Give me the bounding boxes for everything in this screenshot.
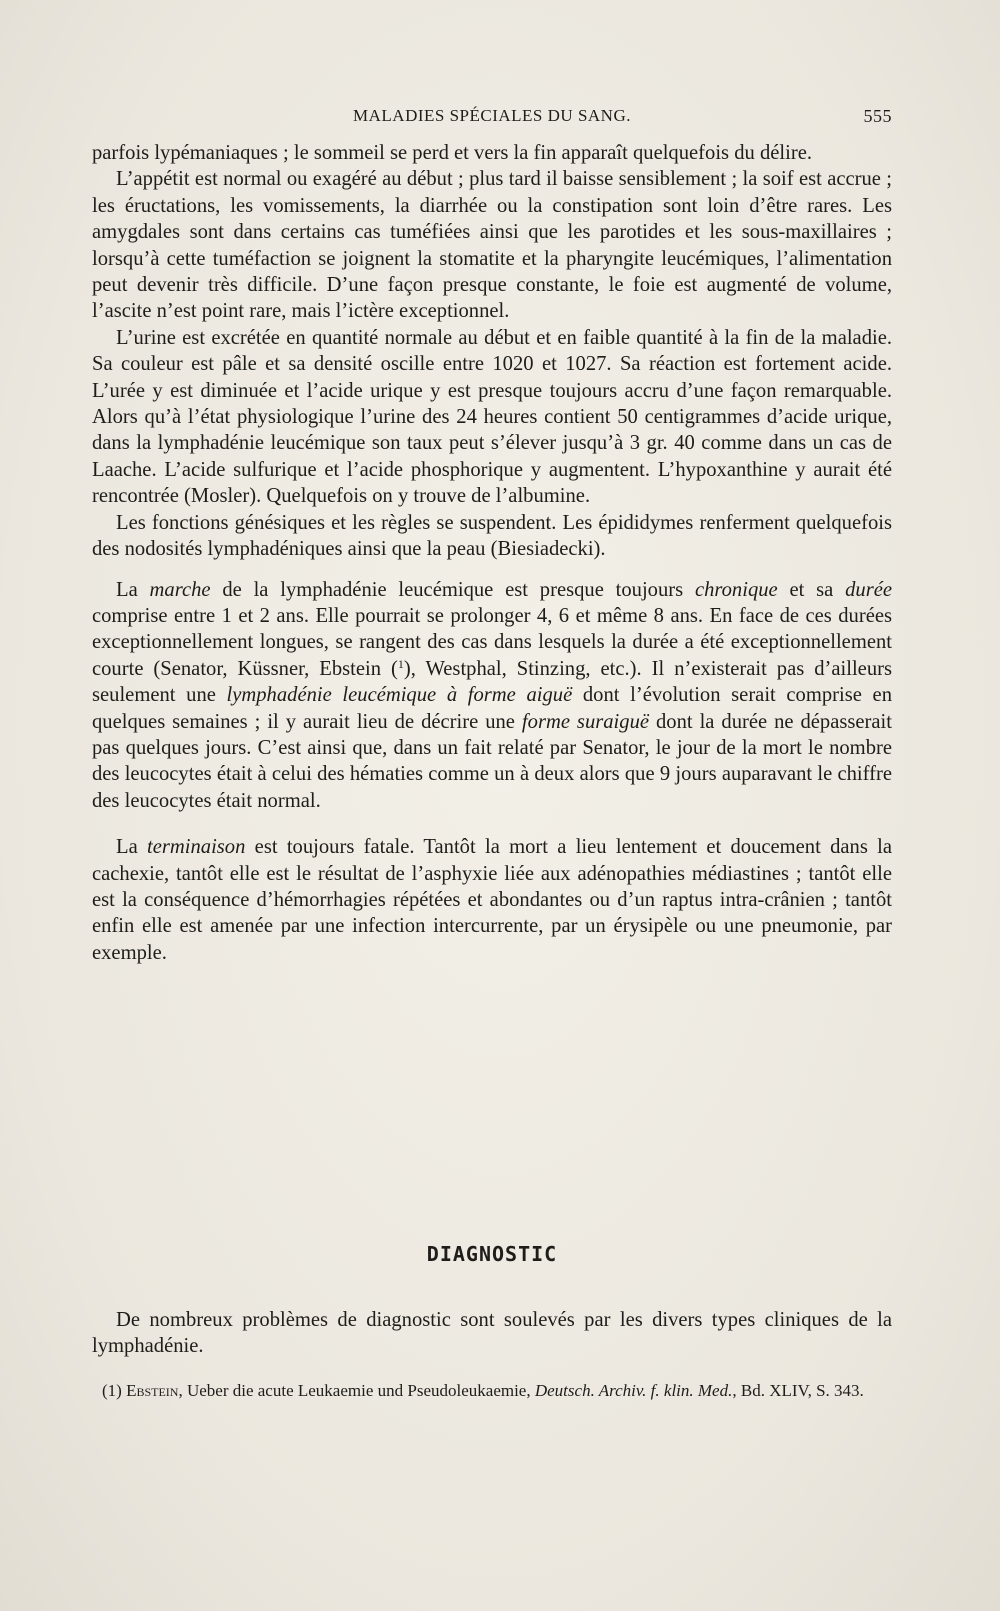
paragraph-genesic-functions: Les fonctions génésiques et les règles se suspendent. Les épididymes renferment quelquefois des nodosités lymphadéniques ainsi que la peau (Biesiadecki). — [92, 511, 892, 561]
italic-term: forme suraiguë — [521, 710, 650, 733]
running-head — [92, 106, 892, 132]
running-title: MALADIES SPÉCIALES DU SANG. — [353, 106, 631, 125]
italic-term: terminaison — [147, 836, 246, 859]
text-run: et sa — [777, 578, 846, 601]
italic-term: durée — [845, 578, 892, 601]
text-run: est toujours fatale. Tantôt la mort a lieu lentement et doucement dans la cachexie, tantôt elle est le résultat de l’asphyxie liée aux adénopathies médiastines ; tantôt elle est la conséquence d’hémorrhagies répétées et abondantes ou d’un raptus intra-crânien ; tantôt enfin elle est amenée par une infection intercurrente, par un érysipèle ou une pneumonie, par exemple. — [92, 836, 892, 964]
text-run: comprise entre 1 et 2 ans. Elle pourrait se prolonger 4, 6 et même 8 ans. En face de ces durées exceptionnellement longues, se rangent des cas dans lesquels la durée a été exceptionnellement courte (Senator, Küssner, Ebstein ( — [92, 604, 892, 680]
text-run: La — [116, 836, 147, 859]
text-run: La — [116, 578, 150, 601]
page-number: 555 — [863, 106, 892, 126]
paragraph-urine: L’urine est excrétée en quantité normale au début et en faible quantité à la fin de la maladie. Sa couleur est pâle et sa densité oscille entre 1020 et 1027. Sa réaction est fortement acide. L’urée y est diminuée et l’acide urique y est presque toujours accru d’une façon remarquable. Alors qu’à l’état physiologique l’urine des 24 heures contient 50 centigrammes d’acide urique, dans la lymphadénie leucémique son taux peut s’élever jusqu’à 3 gr. 40 comme dans un cas de Laache. L’acide sulfurique et l’acide phosphorique y augmentent. L’hypoxanthine y aurait été rencontrée (Mosler). Quelquefois on y trouve de l’albumine. — [92, 326, 892, 508]
text-run: de la lymphadénie leucémique est presque toujours — [210, 578, 695, 601]
footnote-text — [92, 1380, 892, 1401]
paragraph-course — [92, 577, 892, 815]
footnote — [92, 1380, 892, 1401]
footnote-marker: (1) — [102, 1381, 122, 1400]
footnote-author: Ebstein — [126, 1381, 179, 1400]
text-run: dont l’évolution serait comprise en quelques semaines ; il y aurait lieu de décrire une — [92, 684, 892, 733]
text-run: , Ueber die acute Leukaemie und Pseudoleukaemie, — [178, 1381, 535, 1400]
text-run: , Bd. XLIV, S. 343. — [732, 1381, 864, 1400]
italic-term: chronique — [694, 578, 778, 601]
section-title: DIAGNOSTIC — [426, 1242, 558, 1266]
paragraph-termination — [92, 834, 892, 966]
italic-term: lymphadénie leucémique à forme aiguë — [226, 684, 573, 707]
footnote-reference: 1 — [397, 656, 404, 671]
italic-term: marche — [149, 578, 211, 601]
body-text — [92, 140, 892, 966]
footnote-journal: Deutsch. Archiv. f. klin. Med. — [534, 1381, 733, 1400]
text-run: dont la durée ne dépasserait pas quelques jours. C’est ainsi que, dans un fait relaté par Senator, le jour de la mort le nombre des leucocytes était à celui des hématies comme un à deux alors que 9 jours auparavant le chiffre des leucocytes était normal. — [92, 710, 892, 812]
diagnostic-text — [92, 1307, 892, 1360]
text-run: ), Westphal, Stinzing, etc.). Il n’existerait pas d’ailleurs seulement une — [92, 657, 892, 707]
paragraph-sleep: parfois lypémaniaques ; le sommeil se perd et vers la fin apparaît quelquefois du délire. — [92, 142, 812, 164]
paragraph-appetite: L’appétit est normal ou exagéré au début ; plus tard il baisse sensiblement ; la soif est accrue ; les éructations, les vomissements, la diarrhée ou la constipation sont loin d’être rares. Les amygdales sont dans certains cas tuméfiées ainsi que les parotides et les sous-maxillaires ; lorsqu’à cette tuméfaction se joignent la stomatite et la pharyngite leucémiques, l’alimentation peut devenir très difficile. D’une façon presque constante, le foie est augmenté de volume, l’ascite n’est point rare, mais l’ictère exceptionnel. — [92, 168, 892, 323]
paragraph-diagnostic: De nombreux problèmes de diagnostic sont soulevés par les divers types cliniques de la lymphadénie. — [92, 1309, 892, 1358]
